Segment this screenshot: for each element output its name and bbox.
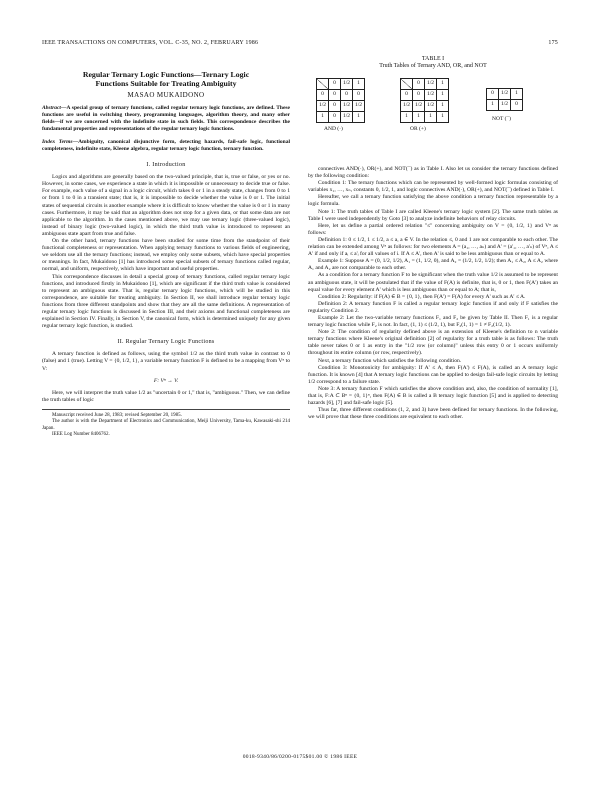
or-cell: 1/2 [425, 90, 437, 101]
and-row-header: 1/2 [317, 101, 329, 112]
footnote-received: Manuscript received June 28, 1983; revised September 20, 1985. [52, 412, 182, 418]
or-cell: 1 [437, 112, 449, 123]
table-title: Truth Tables of Ternary AND, OR, and NOT [379, 63, 487, 69]
footnote-log-number: IEEE Log Number 8406762. [52, 432, 110, 438]
or-header-cell: 1 [437, 79, 449, 90]
section-2-heading: II. Regular Ternary Logic Functions [117, 339, 215, 346]
not-truth-table [486, 88, 523, 111]
title-line-1: Regular Ternary Logic Functions—Ternary Logic [82, 70, 250, 79]
and-header-cell: 1/2 [341, 79, 353, 90]
definition-2: Definition 2: A ternary function F is called a regular ternary logic function if and only if F satisfies the regularity Condition 2. [308, 300, 558, 314]
not-result-cell: 0 [511, 100, 523, 111]
index-terms-text: —Ambiguity, canonical disjunctive form, detecting hazards, fail-safe logic, functional completeness, indefinite state, Kleene algebra, regular ternary logic function, ternary function. [42, 139, 290, 153]
title-line-2: Functions Suitable for Treating Ambiguity [95, 79, 237, 88]
table-number: TABLE I [421, 56, 445, 62]
and-cell: 1/2 [341, 101, 353, 112]
right-column [308, 56, 558, 421]
or-row-header: 0 [401, 90, 413, 101]
and-cell: 0 [353, 90, 365, 101]
truth-tables [308, 74, 558, 166]
and-header-cell: 0 [329, 79, 341, 90]
and-cell: 1 [353, 112, 365, 123]
final-paragraph: Thus far, three different conditions (1, 2, and 3) have been defined for ternary functions. In the following, we will prove that these three conditions are equivalent to each other. [308, 407, 558, 421]
abstract-text: —A special group of ternary functions, called regular ternary logic functions, are defined. These functions are useful in switching theory, programming languages, algorithm theory, and many other fields—if we are concerned with the indefinite state in such fields. This correspondence describes the fundamental properties and representations of the regular ternary logic functions. [42, 105, 290, 133]
or-cell: 1 [437, 101, 449, 112]
index-terms [42, 139, 290, 153]
not-result-cell: 1/2 [499, 100, 511, 111]
connectives-paragraph: connectives AND(·), OR(+), and NOT(¯) as in Table I. Also let us consider the ternary functions defined by the following condition: [308, 166, 558, 180]
left-column [42, 56, 290, 439]
or-cell: 1 [437, 90, 449, 101]
representable-paragraph: Hereafter, we call a ternary function satisfying the above condition a ternary function representable by a logic formula. [308, 194, 558, 208]
and-row-header: 1 [317, 112, 329, 123]
section-2-paragraph-2: Here, we will interpret the truth value 1/2 as "uncertain 0 or 1," that is, "ambiguous." Then, we can define the truth tables of logic [42, 389, 290, 403]
page-number: 175 [548, 40, 558, 46]
and-cell: 0 [329, 101, 341, 112]
and-corner-cell [317, 79, 329, 90]
mapping-equation: F: Vⁿ → V. [153, 377, 179, 384]
note-1: Note 1: The truth tables of Table I are called Kleene's ternary logic system [2]. The same truth tables as Table I were used independently by Goto [3] to analyze indefinite behaviors of relay circuits. [308, 208, 558, 222]
abstract-label: Abstract [42, 105, 61, 112]
or-row-header: 1 [401, 112, 413, 123]
copyright-footer: 0018-9340/86/0200-0175$01.00 © 1986 IEEE [242, 754, 358, 760]
journal-header: IEEE TRANSACTIONS ON COMPUTERS, VOL. C-35, NO. 2, FEBRUARY 1986 [42, 40, 259, 46]
or-cell: 1 [425, 112, 437, 123]
partial-order-paragraph: Here, let us define a partial ordered relation "≤" concerning ambiguity on V = {0, 1/2, 1} and Vⁿ as follows: [308, 222, 558, 236]
not-x-cell: 1/2 [499, 89, 511, 100]
definition-1: Definition 1: 0 ≤ 1/2, 1 ≤ 1/2, a ≤ a, a ∈ V. In the relation ≤, 0 and 1 are not comparable to each other. The relation can be extended among Vⁿ as follows: for two elements A = (a₁, …, aₙ) and A' = (a'₁, …, a'ₙ) of Vⁿ, A ≤ A' if and only if aᵢ ≤ a'ᵢ for all values of i. If A ≤ A', then A' is said to be less ambiguous than or equal to A. [308, 236, 558, 258]
and-truth-table [316, 78, 365, 123]
table-caption [308, 56, 558, 70]
section-2-paragraph-1: A ternary function is defined as follows, using the symbol 1/2 as the third truth value in contrast to 0 (false) and 1 (true). Letting V = {0, 1/2, 1}, a variable ternary function F is defined to be a mapping from Vⁿ to V: [42, 351, 290, 372]
example-1: Example 1: Suppose A = (0, 1/2, 1/2), A₁ = (1, 1/2, 0), and A₂ = (1/2, 1/2, 1/2); then A₁ ≤ A₂, A ≤ A₂ where A₁ and A₂ are not comparable to each other. [308, 258, 558, 272]
example-2: Example 2: Let the two-variable ternary functions F₁ and F₂ be given by Table II. Then F₁ is a regular ternary logic function while F₂ is not. In fact, (1, 1) ≤ (1/2, 1), but F₂(1, 1) = 1 ≠ F₂(1/2, 1). [308, 314, 558, 329]
condition-1: Condition 1: The ternary functions which can be represented by well-formed logic formulas consisting of variables x₁, …, xₙ, constants 0, 1/2, 1, and logic connectives AND(·), OR(+), and NOT(¯) defined in Table I. [308, 180, 558, 194]
or-header-cell: 1/2 [425, 79, 437, 90]
and-cell: 1/2 [353, 101, 365, 112]
and-header-cell: 1 [353, 79, 365, 90]
footnotes [42, 409, 290, 439]
and-cell: 0 [329, 112, 341, 123]
index-terms-label: Index Terms [42, 139, 73, 146]
not-x-cell: 0 [487, 89, 499, 100]
or-cell: 1/2 [425, 101, 437, 112]
or-cell: 0 [413, 90, 425, 101]
and-row-header: 0 [317, 90, 329, 101]
not-result-cell: 1 [487, 100, 499, 111]
running-header [42, 40, 558, 50]
footnote-affiliation: The author is with the Department of Electronics and Communication, Meiji University, Tama-ku, Kawasaki-shi 214 Japan. [42, 419, 290, 431]
abstract [42, 105, 290, 133]
intro-paragraph-2: On the other hand, ternary functions have been studied for some time from the standpoint of their functional completeness or representation. When applying ternary functions to various fields of engineering, we seldom use all the ternary functions; instead, we employ only some subsets, which have special properties or meanings. In fact, Mukaidono [1] has introduced some special subsets of ternary functions called regular, normal, and uniform, respectively, which have important and useful properties. [42, 238, 290, 273]
regularity-motivation: As a condition for a ternary function F to be significant when the truth value 1/2 is assumed to be represent an ambiguous state, it will be postulated that if the value of F(A) is definite, that is, 0 or 1, then F(A') takes an equal value for every element A' which is less ambiguous than or equal to A; that is, [308, 272, 558, 293]
note-3: Note 3: A ternary function F which satisfies the above condition and, also, the condition of normality [1], that is, F:A ⊂ Bⁿ = {0, 1}ⁿ, then F(A) ∈ B is called a B ternary logic function [5] and is applied to detecting hazards [6], [7] and fail-safe logic [5]. [308, 385, 558, 407]
author: MASAO MUKAIDONO [127, 91, 205, 99]
note-2: Note 2: The condition of regularity defined above is an extension of Kleene's definition to n variable ternary functions where Kleene's original definition [2] of regularity for a truth table is as follows: The truth table never takes 0 or 1 as entry in the "1/2 row (or column)" unless this entry 0 or 1 occurs uniformly throughout its entire column (or row, respectively). [308, 329, 558, 357]
intro-paragraph-1: Logics and algorithms are generally based on the two-valued principle, that is, true or false, or yes or no. However, in some cases, we experience a state in which it is impossible or unnecessary to decide true or false. For example, each value of a signal in a logic circuit, which takes 0 or 1 in a steady state, changes from 0 to 1 or from 1 to 0 in a transient state; that is, it is impossible to decide whether the value is 0 or 1. The initial states of sequential circuits is another example where it is difficult to know whether the value is 0 or 1 in many cases. Furthermore, it may be said that an algorithm does not stop for a given data, or that some data are not applicable to the algorithm. In the cases mentioned above, we may use ternary logic (three-valued logic), instead of binary logic (two-valued logic), in which the third truth value is introduced to represent an ambiguous state apart from true and false. [42, 174, 290, 237]
and-cell: 0 [329, 90, 341, 101]
or-cell: 1/2 [413, 101, 425, 112]
or-header-cell: 0 [413, 79, 425, 90]
or-corner-cell [401, 79, 413, 90]
or-table-label: OR (+) [410, 126, 426, 132]
or-cell: 1 [413, 112, 425, 123]
condition-3: Condition 3: Monotonicity for ambiguity: If A' ≤ A, then F(A') ≤ F(A), is called an A ternary logic function. It is known [4] that A ternary logic functions can be applied to design fail-safe logic circuits by letting 1/2 correspond to a failure state. [308, 364, 558, 385]
and-cell: 1/2 [341, 112, 353, 123]
condition-2: Condition 2: Regularity: if F(A) ∈ B = {0, 1}, then F(A') = F(A) for every A' such as A' ≤ A. [318, 293, 526, 300]
and-cell: 0 [341, 90, 353, 101]
or-row-header: 1/2 [401, 101, 413, 112]
next-condition-paragraph: Next, a ternary function which satisfies the following condition. [318, 357, 462, 364]
not-x-cell: 1 [511, 89, 523, 100]
paper-title [42, 70, 290, 88]
intro-paragraph-3: This correspondence discusses in detail a special group of ternary functions, called regular ternary logic functions, and introduced firstly in Mukaidono [1], which are significant if the third truth value is considered to represent an ambiguous state. That is, regular ternary logic functions, which will be studied in this correspondence, are suitable for treating ambiguity. In Section II, we shall introduce regular ternary logic functions from three different standpoints and show that they are all the same definitions. A representation of regular ternary logic functions is discussed in Section III, and their axioms and functional completeness are explained in Section IV. Finally, in Section V, the canonical form, which is determined uniquely for any given regular ternary logic function, is studied. [42, 273, 290, 330]
intro-heading: I. Introduction [146, 162, 186, 169]
or-truth-table [400, 78, 449, 123]
not-table-label: NOT (¯) [492, 116, 511, 122]
and-table-label: AND (·) [324, 126, 343, 132]
